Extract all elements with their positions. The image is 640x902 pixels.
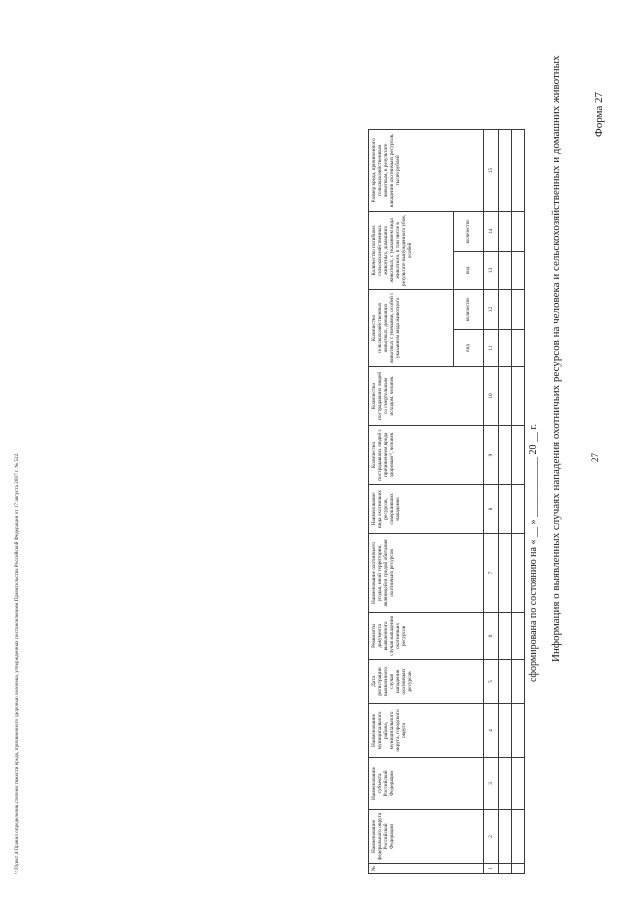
column-number: 4 (484, 703, 499, 757)
table-row (512, 129, 525, 873)
column-number: 5 (484, 659, 499, 703)
page-number: 27 (590, 453, 600, 462)
table-cell (499, 484, 512, 533)
document-subtitle: сформирована по состоянию на « __ » ____________ 20 __ г. (528, 424, 539, 682)
column-number: 2 (484, 809, 499, 863)
column-number: 7 (484, 533, 499, 612)
table-cell (499, 425, 512, 484)
table-cell (512, 289, 525, 329)
table-cell (512, 329, 525, 366)
table-cell (499, 366, 512, 425)
table-cell (499, 129, 512, 211)
table-cell (499, 533, 512, 612)
column-number: 11 (484, 329, 499, 366)
table-cell (512, 366, 525, 425)
subheader-species: вид (454, 329, 484, 366)
table-cell (512, 757, 525, 809)
table-cell (499, 757, 512, 809)
empty-rows (499, 129, 525, 873)
table-cell (512, 612, 525, 659)
table-cell (512, 425, 525, 484)
header-species: Наименование вида охотничьих ресурсов, совершивших нападение (369, 484, 484, 533)
table-cell (512, 533, 525, 612)
header-hunting-ground: Наименование охотничьего угодья, иной территории, являющейся средой обитания охотничьих ресурсов (369, 533, 484, 612)
header-federal-district: Наименование федерального округа Российской Федерации (369, 809, 484, 863)
form-label: Форма 27 (593, 91, 605, 137)
header-damage-amount: Размер вреда, причиненного сельскохозяйственным животным, в результате нападения охотничьих ресурсов, тысяч рублей (369, 129, 484, 211)
table-cell (499, 612, 512, 659)
header-injured-animals: Количество сельскохозяйственных животных, домашних животных с увечьями, особей с указанием вида животного (369, 289, 454, 366)
table-cell (499, 659, 512, 703)
footnote: ¹⁾ Пункт 4 Правил определения степени тяжести вреда, причиненного здоровью человека, утвержденных постановлением Правительства Российской Федерации от 17 августа 2007 г. № 522. (15, 452, 20, 874)
table-cell (512, 129, 525, 211)
table-cell (499, 289, 512, 329)
column-number: 13 (484, 251, 499, 289)
header-fatal-people: Количество пострадавших людей со смертельным исходом, человек (369, 366, 484, 425)
header-number: № (369, 863, 484, 873)
header-dead-animals: Количество погибших сельскохозяйственных животных, домашних животных, с указанием вида животного, в том числе в результате вынужденного убоя, особей (369, 211, 454, 289)
table-cell (512, 251, 525, 289)
table-cell (499, 329, 512, 366)
header-municipal-district: Наименование муниципального района, муниципального округа, городского округа (369, 703, 484, 757)
column-number: 12 (484, 289, 499, 329)
column-number: 8 (484, 484, 499, 533)
table-cell (499, 211, 512, 251)
column-number: 3 (484, 757, 499, 809)
table-cell (499, 251, 512, 289)
header-registration-date: Дата регистрации выявленного случая нападения охотничьих ресурсов (369, 659, 484, 703)
table-cell (512, 809, 525, 863)
table-cell (512, 211, 525, 251)
column-number-row (484, 129, 499, 873)
column-number: 9 (484, 425, 499, 484)
document-title: Информация о выявленных случаях нападения охотничьих ресурсов на человека и сельскохозяйственных и домашних животных (550, 55, 562, 662)
column-number: 14 (484, 211, 499, 251)
header-injured-people: Количество пострадавших людей с причинением вреда здоровью¹⁾, человек (369, 425, 484, 484)
column-number: 6 (484, 612, 499, 659)
column-number: 15 (484, 129, 499, 211)
report-table (368, 129, 525, 874)
subheader-count: количество (454, 289, 484, 329)
subheader-species: вид (454, 251, 484, 289)
table-cell (512, 863, 525, 873)
table-cell (512, 484, 525, 533)
table-cell (512, 703, 525, 757)
column-number: 1 (484, 863, 499, 873)
header-subject: Наименование субъекта Российской Федерации (369, 757, 484, 809)
table-cell (499, 863, 512, 873)
header-document-details: Реквизиты документа выявленного случая нападения охотничьих ресурсов (369, 612, 484, 659)
table-row (499, 129, 512, 873)
table-cell (499, 703, 512, 757)
subheader-count: количество (454, 211, 484, 251)
table-cell (512, 659, 525, 703)
column-number: 10 (484, 366, 499, 425)
table-cell (499, 809, 512, 863)
